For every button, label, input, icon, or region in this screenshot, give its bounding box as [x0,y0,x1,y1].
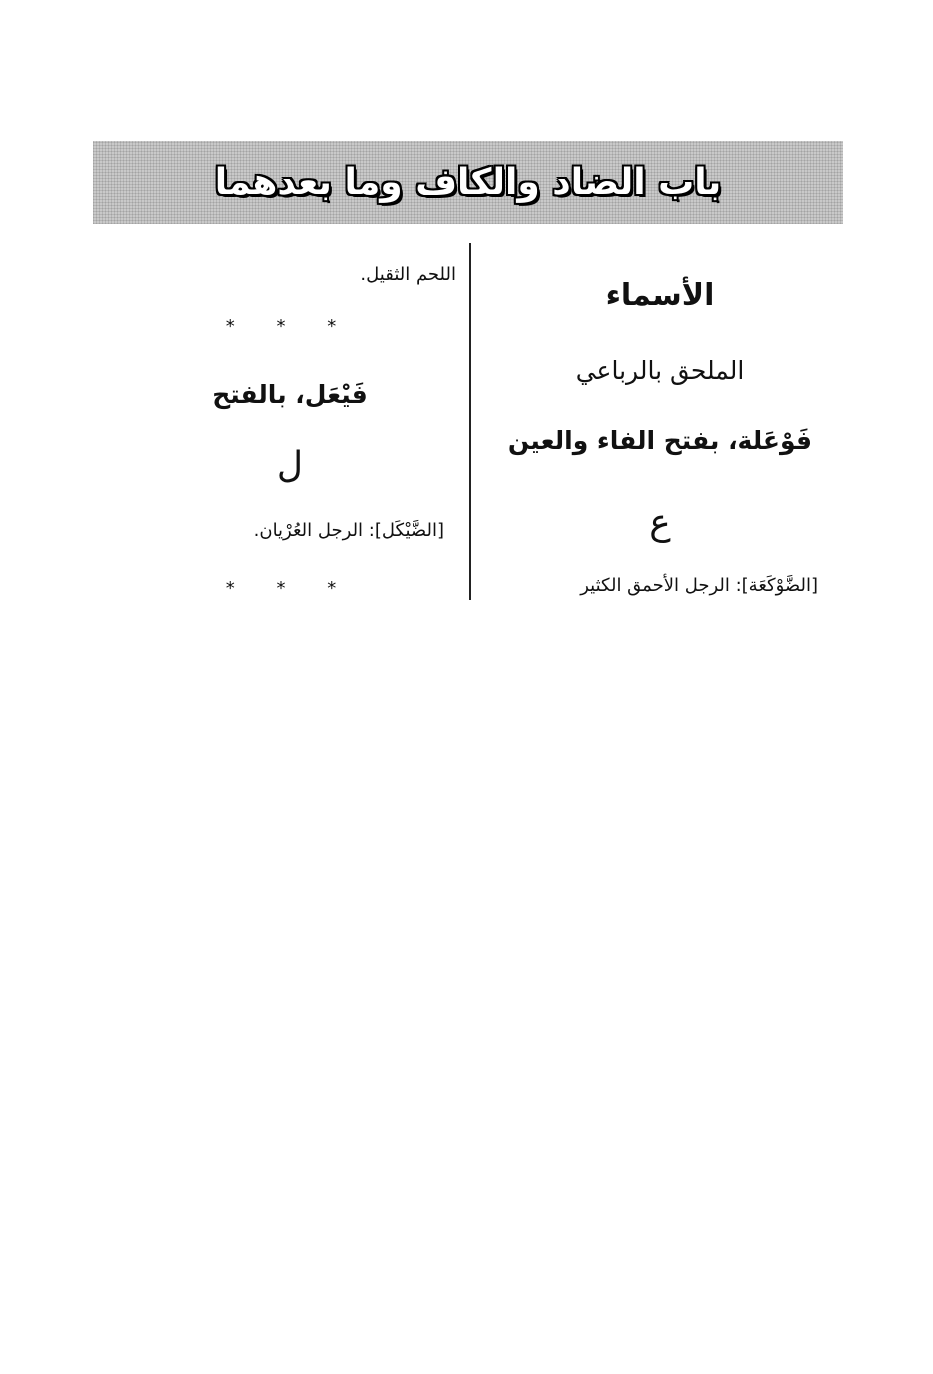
section-separator: * * * [225,316,355,337]
section-heading: الأسماء [605,278,715,313]
letter-heading: ع [649,502,671,543]
dictionary-entry: [الضَّوْكَعَة]: الرجل الأحمق الكثير [580,575,818,596]
column-divider [469,243,471,600]
dictionary-entry: [الضَّيْكَل]: الرجل العُرْيان. [253,520,444,541]
sub-heading: الملحق بالرباعي [575,356,745,385]
chapter-title: باب الضاد والكاف وما بعدهما [214,162,722,203]
morphological-pattern: فَيْعَل، بالفتح [212,380,368,409]
definition-continuation: اللحم الثقيل. [360,264,456,285]
morphological-pattern: فَوْعَلة، بفتح الفاء والعين [507,426,813,455]
letter-heading: ل [276,445,304,486]
section-separator: * * * [225,578,355,599]
